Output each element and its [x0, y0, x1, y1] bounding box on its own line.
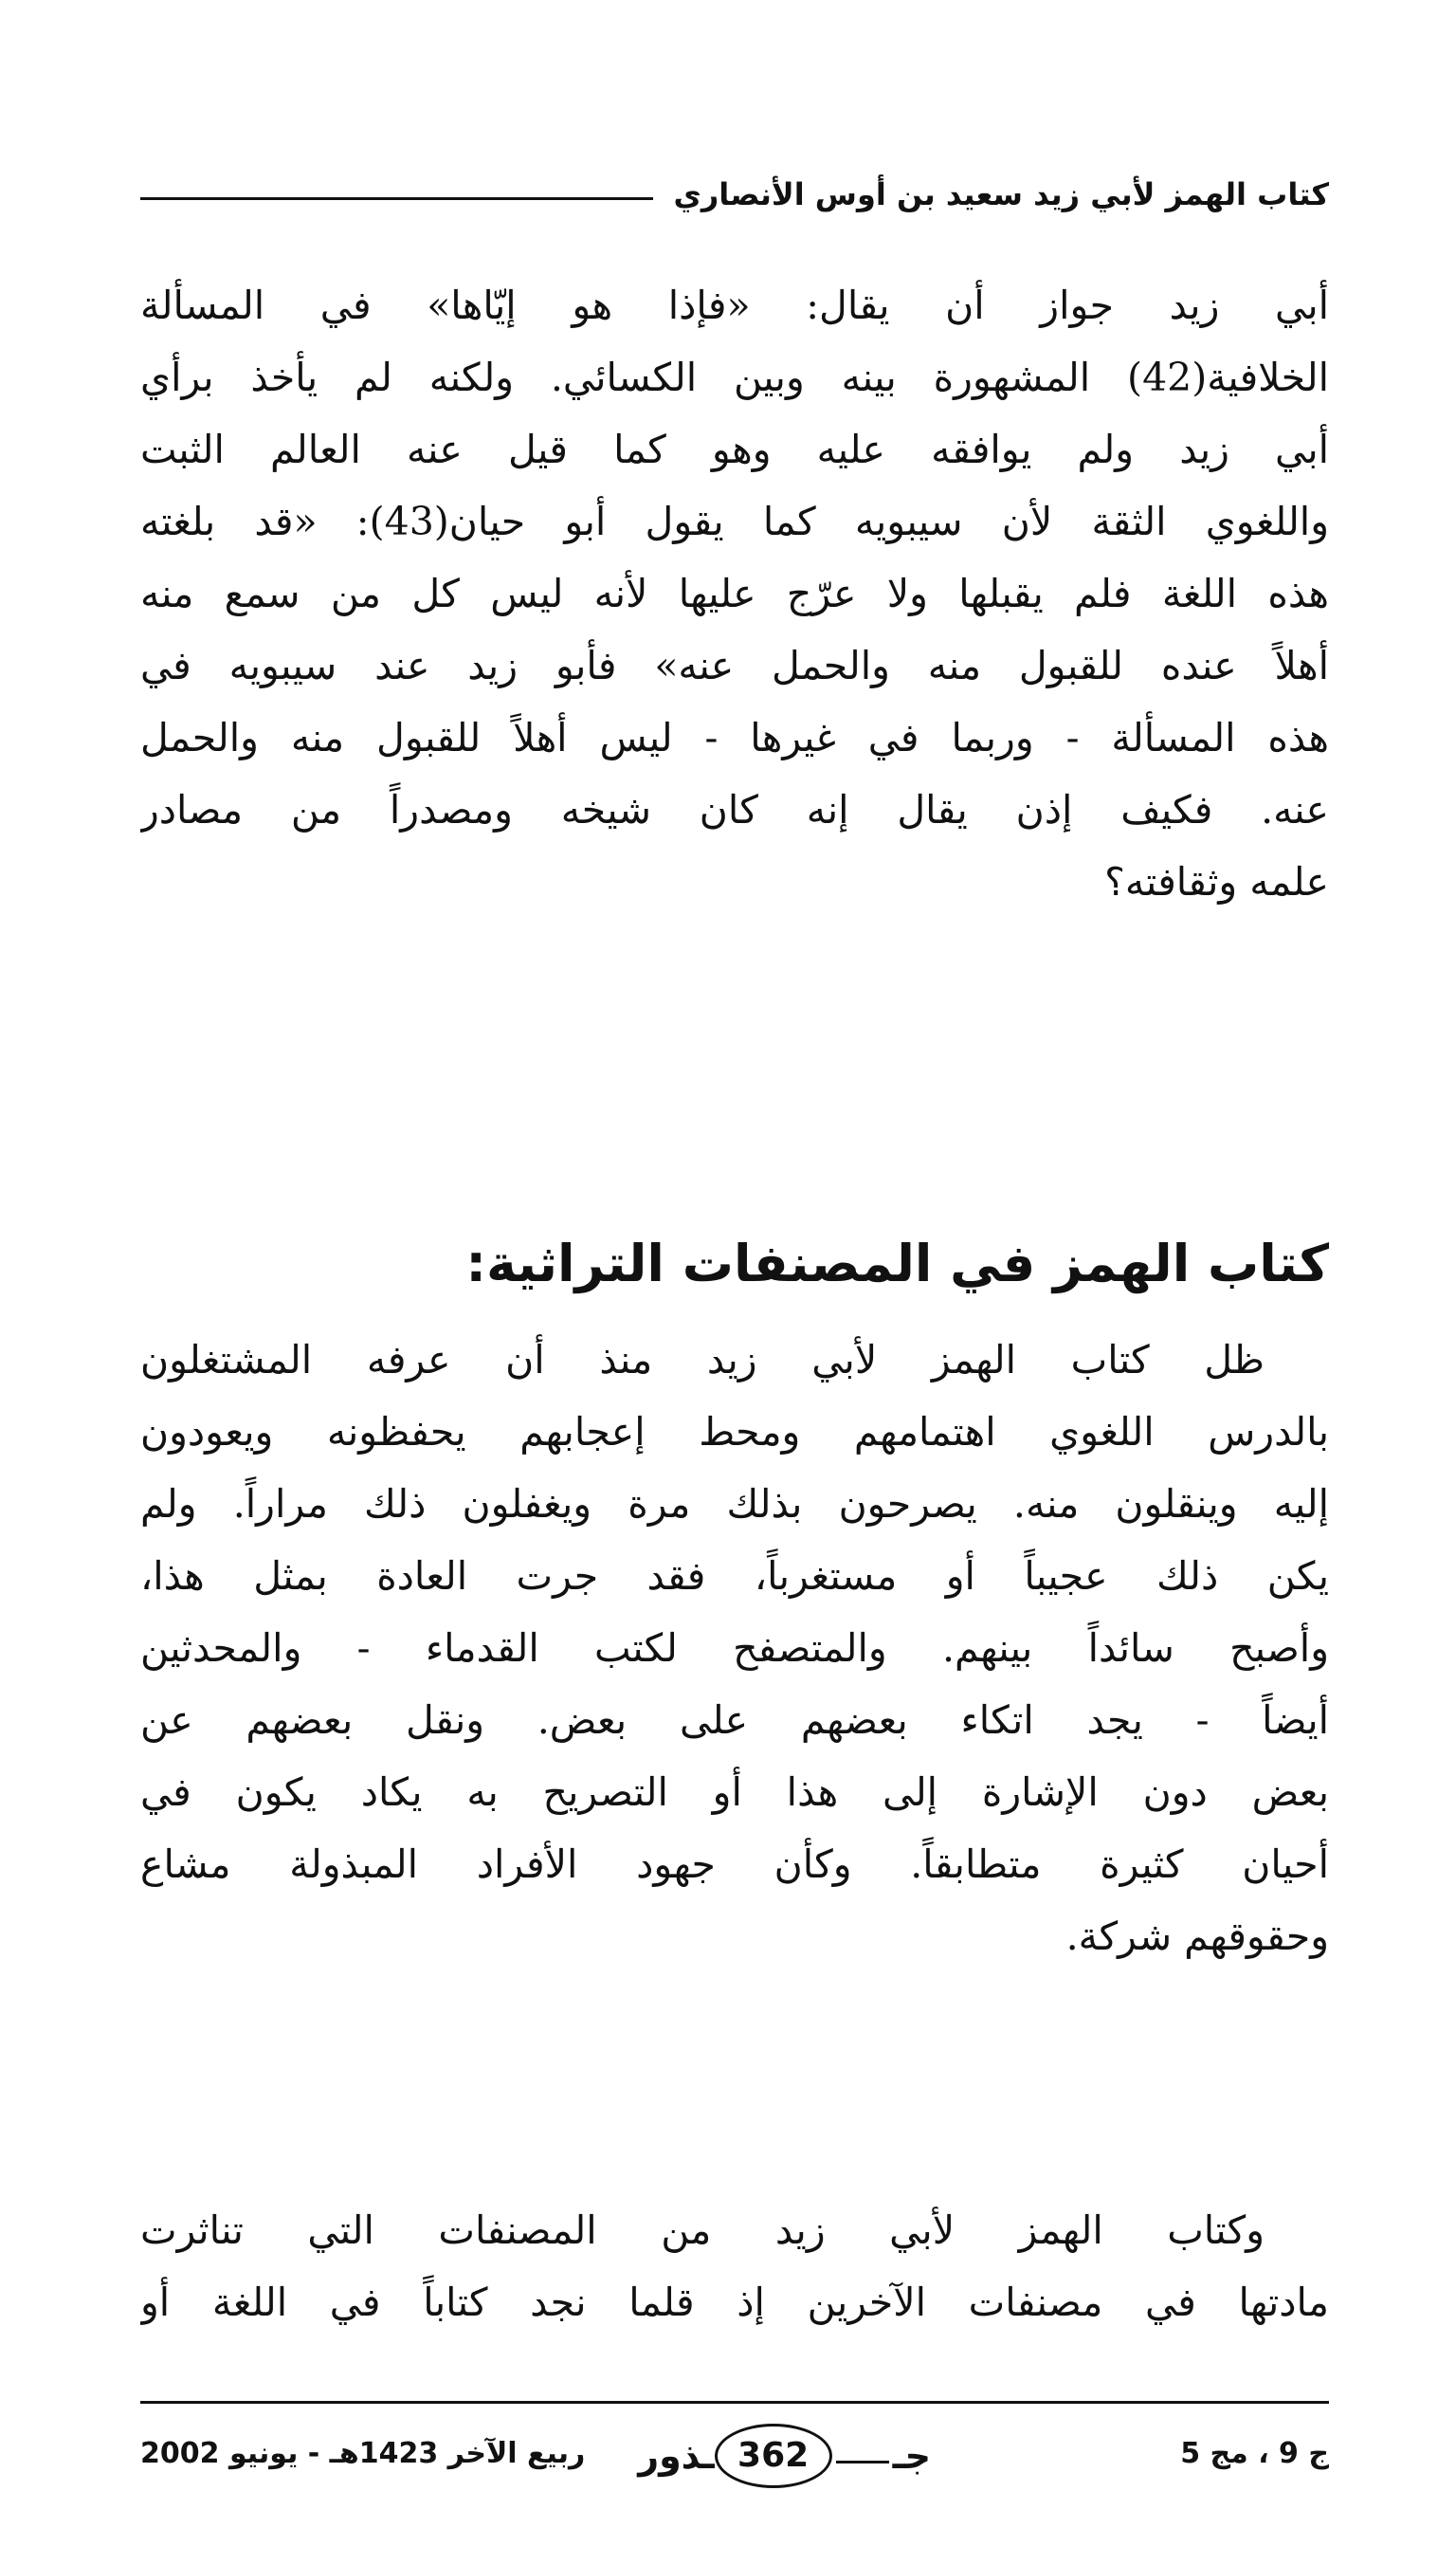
paragraph-1-line: الخلافية(42) المشهورة بينه وبين الكسائي. ولكنه لم يأخذ برأي	[140, 355, 1329, 400]
paragraph-1-line: أبي زيد جواز أن يقال: «فإذا هو إيّاها» في المسألة	[140, 283, 1329, 328]
journal-name-start: جـ	[892, 2435, 931, 2477]
paragraph-2-line: وحقوقهم شركة.	[1065, 1914, 1329, 1959]
paragraph-2	[140, 1324, 1329, 1972]
paragraph-2-line: وأصبح سائداً بينهم. والمتصفح لكتب القدماء - والمحدثين	[140, 1625, 1329, 1671]
paragraph-2-line: بعض دون الإشارة إلى هذا أو التصريح به يكاد يكون في	[140, 1769, 1329, 1815]
footer-rule	[140, 2401, 1329, 2404]
running-header-title: كتاب الهمز لأبي زيد سعيد بن أوس الأنصاري	[673, 176, 1329, 212]
paragraph-2-line: يكن ذلك عجيباً أو مستغرباً، فقد جرت العادة بمثل هذا،	[140, 1553, 1329, 1599]
paragraph-2-line: أحيان كثيرة متطابقاً. وكأن جهود الأفراد المبذولة مشاع	[140, 1841, 1329, 1887]
paragraph-1	[140, 269, 1329, 918]
section-heading: كتاب الهمز في المصنفات التراثية:	[465, 1234, 1329, 1293]
journal-dash	[836, 2461, 889, 2463]
footer-issue: ج 9 ، مج 5	[1180, 2437, 1329, 2470]
paragraph-1-line: هذه المسألة - وربما في غيرها - ليس أهلاً للقبول منه والحمل	[140, 715, 1329, 760]
paragraph-1-line: علمه وثقافته؟	[1104, 859, 1329, 905]
page-footer	[140, 2416, 1329, 2492]
paragraph-2-line: ظل كتاب الهمز لأبي زيد منذ أن عرفه المشتغلون	[140, 1337, 1265, 1383]
paragraph-1-line: أبي زيد ولم يوافقه عليه وهو كما قيل عنه العالم الثبت	[140, 427, 1329, 472]
journal-name-end: ـذور	[638, 2435, 715, 2477]
running-header	[140, 161, 1329, 228]
paragraph-2-line: إليه وينقلون منه. يصرحون بذلك مرة ويغفلون ذلك مراراً. ولم	[140, 1481, 1329, 1527]
paragraph-3-line: مادتها في مصنفات الآخرين إذ قلما نجد كتاباً في اللغة أو	[140, 2280, 1329, 2325]
paragraph-1-line: أهلاً عنده للقبول منه والحمل عنه» فأبو زيد عند سيبويه في	[140, 643, 1329, 688]
paragraph-3-line: وكتاب الهمز لأبي زيد من المصنفات التي تناثرت	[140, 2207, 1265, 2253]
paragraph-2-line: بالدرس اللغوي اهتمامهم ومحط إعجابهم يحفظونه ويعودون	[140, 1409, 1329, 1455]
paragraph-1-line: هذه اللغة فلم يقبلها ولا عرّج عليها لأنه ليس كل من سمع منه	[140, 571, 1329, 616]
paragraph-1-line: واللغوي الثقة لأن سيبويه كما يقول أبو حيان(43): «قد بلغته	[140, 499, 1329, 544]
footer-journal	[638, 2424, 931, 2488]
paragraph-3	[140, 2194, 1329, 2338]
paragraph-2-line: أيضاً - يجد اتكاء بعضهم على بعض. ونقل بعضهم عن	[140, 1697, 1329, 1743]
paragraph-1-line: عنه. فكيف إذن يقال إنه كان شيخه ومصدراً من مصادر	[140, 787, 1329, 833]
footer-date: ربيع الآخر 1423هـ - يونيو 2002	[140, 2437, 586, 2470]
header-rule	[140, 197, 653, 200]
page-number: 362	[715, 2424, 832, 2488]
